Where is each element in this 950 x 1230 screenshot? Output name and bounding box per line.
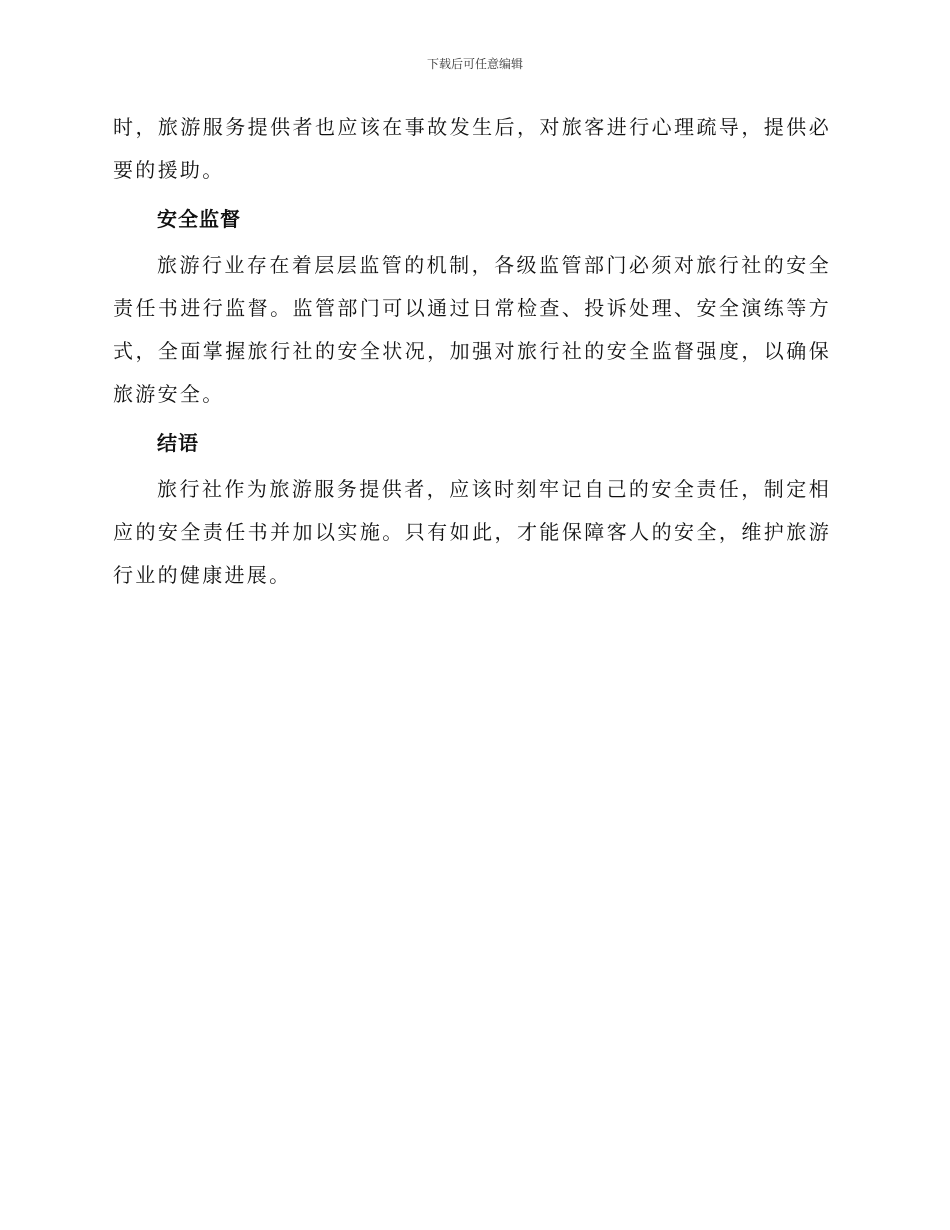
page-header: 下载后可任意编辑 bbox=[426, 57, 523, 71]
section-heading-conclusion: 结语 bbox=[157, 431, 199, 455]
paragraph-supervision: 旅游行业存在着层层监管的机制，各级监管部门必须对旅行社的安全责任书进行监督。监管部门可以通过日常检查、投诉处理、安全演练等方式，全面掌握旅行社的安全状况，加强对旅行社的安全监督强度，以确保旅游安全。 bbox=[113, 253, 831, 406]
section-heading-supervision: 安全监督 bbox=[157, 207, 241, 231]
paragraph-conclusion: 旅行社作为旅游服务提供者，应该时刻牢记自己的安全责任，制定相应的安全责任书并加以实施。只有如此，才能保障客人的安全，维护旅游行业的健康进展。 bbox=[113, 477, 831, 587]
document-body bbox=[113, 106, 831, 597]
paragraph-intro-continuation: 时，旅游服务提供者也应该在事故发生后，对旅客进行心理疏导，提供必要的援助。 bbox=[113, 115, 831, 182]
